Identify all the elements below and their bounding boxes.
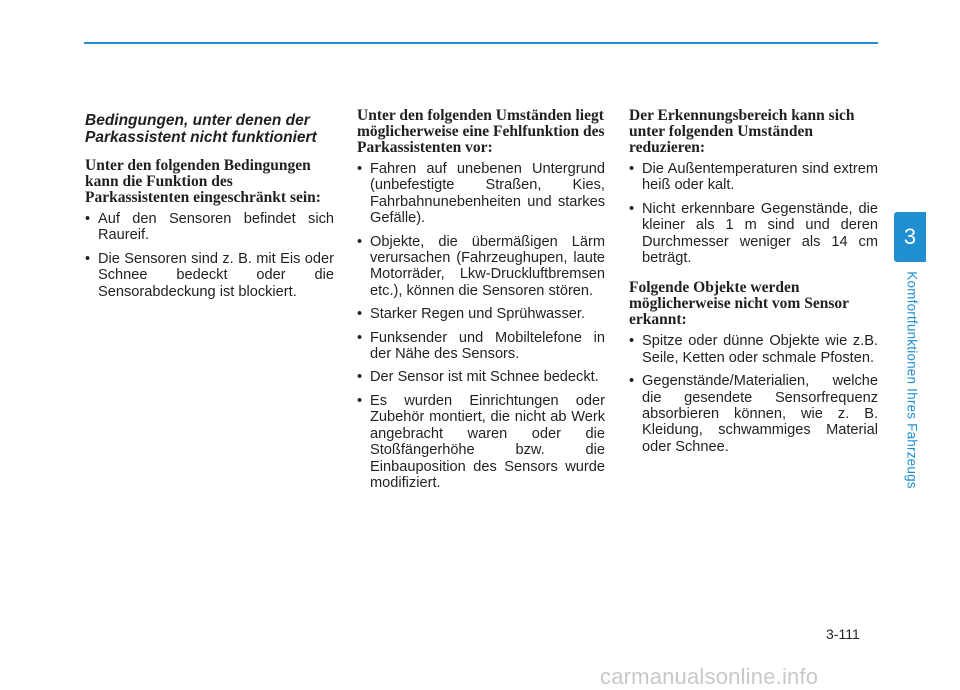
detection-range-list	[629, 161, 878, 266]
list-item: • Funksender und Mobiltelefone in der Nähe des Sensors.	[357, 330, 605, 363]
list-item: • Die Außentemperaturen sind extrem heiß oder kalt.	[629, 161, 878, 194]
list-item: • Starker Regen und Sprühwasser.	[357, 306, 605, 322]
conditions-heading: Unter den folgenden Bedingungen kann die Funktion des Parkassistenten eingeschränkt sein:	[85, 157, 321, 206]
list-item: • Auf den Sensoren befindet sich Raureif.	[85, 211, 334, 244]
list-item: • Spitze oder dünne Objekte wie z.B. Seile, Ketten oder schmale Pfosten.	[629, 333, 878, 366]
list-item: • Objekte, die übermäßigen Lärm verursachen (Fahrzeughupen, laute Motorräder, Lkw-Druckluftbremsen etc.), können die Sensoren stören.	[357, 234, 605, 300]
malfunction-list	[357, 161, 605, 491]
detection-range-heading: Der Erkennungsbereich kann sich unter folgenden Umständen reduzieren:	[629, 107, 855, 156]
list-item: • Gegenstände/Materialien, welche die gesendete Sensorfrequenz absorbieren können, wie z. B. Kleidung, schwammiges Material oder Schnee.	[629, 373, 878, 455]
conditions-list	[85, 211, 334, 300]
column-3	[629, 108, 878, 462]
list-item: • Fahren auf unebenen Untergrund (unbefestigte Straßen, Kies, Fahrbahnunebenheiten und starkes Gefälle).	[357, 161, 605, 227]
header-rule	[84, 42, 878, 44]
section-heading: Bedingungen, unter denen der Parkassistent nicht funktioniert	[85, 112, 317, 146]
list-item: • Es wurden Einrichtungen oder Zubehör montiert, die nicht ab Werk angebracht waren oder die Stoßfängerhöhe bzw. die Einbauposition des Sensors wurde modifiziert.	[357, 393, 605, 491]
column-1	[85, 108, 334, 307]
column-2	[357, 108, 605, 498]
undetected-objects-heading: Folgende Objekte werden möglicherweise nicht vom Sensor erkannt:	[629, 279, 849, 329]
list-item: • Nicht erkennbare Gegenstände, die kleiner als 1 m sind und deren Durchmesser weniger als 14 cm beträgt.	[629, 201, 878, 267]
watermark: carmanualsonline.info	[600, 664, 819, 689]
chapter-title: Komfortfunktionen Ihres Fahrzeugs	[904, 271, 920, 489]
list-item: • Die Sensoren sind z. B. mit Eis oder Schnee bedeckt oder die Sensorabdeckung ist blockiert.	[85, 251, 334, 300]
page-number: 3-111	[826, 626, 860, 642]
undetected-objects-list	[629, 333, 878, 455]
list-item: • Der Sensor ist mit Schnee bedeckt.	[357, 369, 605, 385]
malfunction-heading: Unter den folgenden Umständen liegt möglicherweise eine Fehlfunktion des Parkassistenten vor:	[357, 107, 605, 156]
chapter-tab: 3	[894, 212, 926, 262]
